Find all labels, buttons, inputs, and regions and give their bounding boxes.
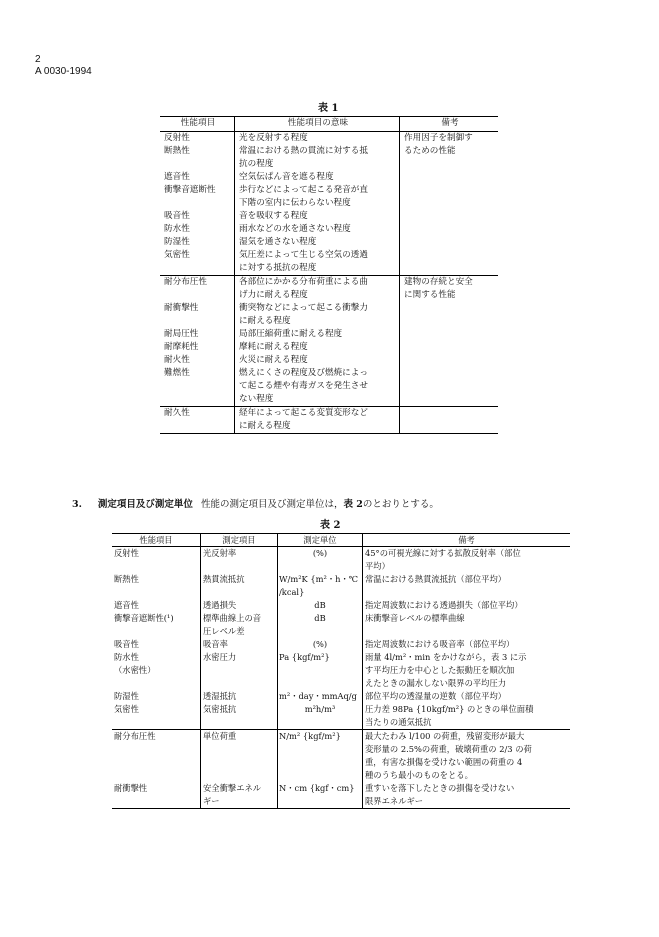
- table-row: [160, 393, 498, 407]
- cell-note: [363, 586, 571, 599]
- cell-measure: 圧レベル差: [201, 625, 278, 638]
- cell-item: 耐分布圧性: [160, 276, 235, 290]
- table1-caption: 表 1: [318, 103, 339, 114]
- cell-note: 最大たわみ l/100 の荷重，残留変形が最大: [363, 730, 571, 744]
- table-row: [112, 769, 570, 782]
- table-row: [112, 756, 570, 769]
- cell-note: 指定周波数における透過損失（部位平均）: [365, 600, 523, 610]
- cell-note: [400, 354, 499, 367]
- cell-item: （水密性）: [112, 664, 201, 677]
- cell-item: 気密性: [160, 249, 235, 262]
- table-row: [160, 315, 498, 328]
- table-row: [160, 132, 498, 146]
- cell-note: 圧力差 98Pa {10kgf/m²} のときの単位面積: [365, 704, 534, 714]
- table2-caption: 表 2: [320, 520, 341, 531]
- standard-code: A 0030-1994: [35, 66, 92, 77]
- table-row: [160, 276, 498, 290]
- cell-unit: Pa {kgf/m²}: [278, 651, 363, 664]
- cell-item: [160, 315, 235, 328]
- cell-note: [363, 625, 571, 638]
- cell-item: 吸音性: [112, 638, 201, 651]
- cell-item: 遮音性: [160, 171, 235, 184]
- cell-item: 防水性: [112, 651, 201, 664]
- cell-measure: [201, 769, 278, 782]
- cell-unit: (%): [278, 638, 363, 651]
- table-row: [112, 651, 570, 664]
- table-row: [160, 184, 498, 197]
- table-row: [112, 743, 570, 756]
- cell-meaning: に耐える程度: [235, 315, 400, 328]
- cell-unit: N・cm {kgf・cm}: [278, 782, 363, 795]
- cell-meaning: 音を吸収する程度: [235, 210, 400, 223]
- table-row: [160, 354, 498, 367]
- cell-measure: [201, 560, 278, 573]
- cell-unit: [278, 756, 363, 769]
- cell-meaning: 各部位にかかる分布荷重による曲: [235, 276, 400, 290]
- cell-item: 気密性: [112, 703, 201, 716]
- cell-note: に関する性能: [404, 290, 456, 300]
- cell-note: 重，有害な損傷を受けない範囲の荷重の 4: [365, 757, 523, 767]
- cell-item: [160, 393, 235, 407]
- cell-meaning: 気圧差によって生じる空気の透過: [235, 249, 400, 262]
- cell-note: [400, 367, 499, 380]
- cell-note: [400, 171, 499, 184]
- table-row: [112, 716, 570, 730]
- cell-unit: [278, 664, 363, 677]
- cell-note: 限界エネルギー: [365, 796, 424, 806]
- cell-unit: (%): [278, 547, 363, 561]
- section-title: 測定項目及び測定単位: [97, 499, 193, 510]
- cell-unit: [278, 677, 363, 690]
- table-header-row: [112, 534, 570, 547]
- cell-measure: 水密圧力: [201, 651, 278, 664]
- cell-item: [112, 677, 201, 690]
- cell-unit: [278, 795, 363, 809]
- cell-item: 吸音性: [160, 210, 235, 223]
- cell-item: [112, 625, 201, 638]
- table-row: [112, 782, 570, 795]
- table-row: [112, 703, 570, 716]
- cell-note: 当たりの通気抵抗: [365, 717, 432, 727]
- table-row: [112, 638, 570, 651]
- cell-note: 建物の存続と安全: [400, 276, 499, 290]
- table-row: [112, 612, 570, 625]
- cell-measure: [201, 716, 278, 730]
- section-text-end: のとおりとする。: [362, 499, 439, 510]
- table-row: [112, 677, 570, 690]
- cell-item: [160, 289, 235, 302]
- table-row: [160, 197, 498, 210]
- table-row: [160, 328, 498, 341]
- section-table-ref: 表 2: [343, 499, 363, 510]
- cell-note: 常温における熱貫流抵抗（部位平均）: [365, 574, 507, 584]
- cell-note: [400, 210, 499, 223]
- table-row: [160, 223, 498, 236]
- column-header: 性能項目: [112, 534, 201, 547]
- cell-meaning: 局部圧縮荷重に耐える程度: [235, 328, 400, 341]
- cell-unit: /kcal}: [278, 586, 363, 599]
- cell-item: [112, 769, 201, 782]
- column-header: 備考: [363, 534, 571, 547]
- cell-item: [112, 795, 201, 809]
- cell-unit: W/m²K {m²・h・℃: [278, 573, 363, 586]
- cell-measure: [201, 756, 278, 769]
- table-row: [112, 664, 570, 677]
- cell-measure: ギー: [201, 795, 278, 809]
- table-2-body: [112, 547, 570, 809]
- column-header: 性能項目: [160, 117, 235, 132]
- cell-item: 遮音性: [112, 599, 201, 612]
- cell-unit: dB: [278, 612, 363, 625]
- cell-item: 防水性: [160, 223, 235, 236]
- table-header-row: [160, 117, 498, 132]
- table-row: [160, 210, 498, 223]
- cell-item: 断熱性: [160, 145, 235, 158]
- cell-note: [400, 262, 499, 276]
- cell-note: 部位平均の透湿量の逆数（部位平均）: [365, 691, 507, 701]
- cell-measure: 吸音率: [201, 638, 278, 651]
- cell-meaning: に対する抵抗の程度: [235, 262, 400, 276]
- cell-note: [400, 223, 499, 236]
- cell-item: 難燃性: [160, 367, 235, 380]
- cell-note: 床衝撃音レベルの標準曲線: [365, 613, 465, 623]
- cell-item: 反射性: [160, 132, 235, 146]
- cell-item: [112, 586, 201, 599]
- cell-item: 防湿性: [112, 690, 201, 703]
- cell-note: [400, 407, 499, 421]
- cell-meaning: 衝突物などによって起こる衝撃力: [235, 302, 400, 315]
- cell-unit: N/m² {kgf/m²}: [278, 730, 363, 744]
- cell-note: 雨量 4l/m²・min をかけながら，表 3 に示: [365, 652, 527, 662]
- cell-meaning: 下階の室内に伝わらない程度: [235, 197, 400, 210]
- cell-unit: [278, 743, 363, 756]
- table-row: [160, 236, 498, 249]
- cell-item: [160, 197, 235, 210]
- cell-note: [400, 158, 499, 171]
- cell-item: 耐衝撃性: [112, 782, 201, 795]
- cell-item: 耐久性: [160, 407, 235, 421]
- cell-meaning: に耐える程度: [235, 420, 400, 434]
- cell-measure: 熱貫流抵抗: [201, 573, 278, 586]
- cell-unit: [278, 625, 363, 638]
- cell-meaning: 雨水などの水を通さない程度: [235, 223, 400, 236]
- table-row: [112, 586, 570, 599]
- table-1: [160, 116, 498, 434]
- cell-item: [160, 262, 235, 276]
- cell-measure: [201, 743, 278, 756]
- cell-note: 種のうち最小のものをとる。: [365, 770, 473, 780]
- cell-meaning: 光を反射する程度: [235, 132, 400, 146]
- cell-note: 平均）: [365, 561, 390, 571]
- cell-item: 防湿性: [160, 236, 235, 249]
- cell-note: 45°の可視光線に対する拡散反射率（部位: [365, 548, 521, 558]
- cell-unit: m²h/m³: [278, 703, 363, 716]
- section-number: 3.: [72, 499, 82, 510]
- cell-note: [400, 236, 499, 249]
- cell-measure: 単位荷重: [201, 730, 278, 744]
- cell-measure: [201, 677, 278, 690]
- table-row: [112, 730, 570, 744]
- cell-measure: 標準曲線上の音: [201, 612, 278, 625]
- cell-note: 指定周波数における吸音率（部位平均）: [365, 639, 515, 649]
- cell-item: 耐局圧性: [160, 328, 235, 341]
- cell-item: 耐分布圧性: [112, 730, 201, 744]
- cell-unit: dB: [278, 599, 363, 612]
- cell-note: 作用因子を制御す: [404, 133, 473, 143]
- cell-measure: 透湿抵抗: [201, 690, 278, 703]
- cell-meaning: げ力に耐える程度: [235, 289, 400, 302]
- column-header: 備考: [400, 117, 499, 132]
- cell-note: 重すいを落下したときの損傷を受けない: [365, 783, 515, 793]
- column-header: 測定項目: [201, 534, 278, 547]
- cell-unit: m²・day・mmAq/g: [278, 690, 363, 703]
- cell-item: [112, 716, 201, 730]
- cell-item: [160, 420, 235, 434]
- cell-note: [400, 184, 499, 197]
- cell-note: [400, 341, 499, 354]
- table-row: [160, 420, 498, 434]
- table-row: [160, 302, 498, 315]
- cell-note: [400, 393, 499, 407]
- cell-note: るための性能: [404, 146, 456, 156]
- cell-note: [400, 197, 499, 210]
- cell-note: 変形量の 2.5%の荷重，破壊荷重の 2/3 の荷: [365, 744, 532, 754]
- cell-meaning: 摩耗に耐える程度: [235, 341, 400, 354]
- column-header: 測定単位: [278, 534, 363, 547]
- cell-measure: [201, 664, 278, 677]
- cell-measure: 安全衝撃エネル: [201, 782, 278, 795]
- cell-measure: 透過損失: [201, 599, 278, 612]
- cell-note: [400, 249, 499, 262]
- cell-note: [400, 328, 499, 341]
- cell-measure: [201, 586, 278, 599]
- table-1-body: [160, 132, 498, 434]
- table-row: [160, 367, 498, 380]
- table-row: [160, 407, 498, 421]
- cell-item: 反射性: [112, 547, 201, 561]
- table-row: [160, 341, 498, 354]
- table-row: [112, 560, 570, 573]
- cell-item: 耐摩耗性: [160, 341, 235, 354]
- cell-item: 耐火性: [160, 354, 235, 367]
- cell-item: 衝撃音遮断性(¹): [112, 612, 201, 625]
- column-header: 性能項目の意味: [235, 117, 400, 132]
- cell-meaning: 湿気を通さない程度: [235, 236, 400, 249]
- cell-item: 断熱性: [112, 573, 201, 586]
- cell-meaning: 常温における熱の貫流に対する抵: [235, 145, 400, 158]
- cell-note: えたときの漏水しない限界の平均圧力: [365, 678, 507, 688]
- table-row: [160, 380, 498, 393]
- page-number: 2: [35, 54, 41, 65]
- table-row: [112, 573, 570, 586]
- cell-meaning: 燃えにくさの程度及び燃焼によっ: [235, 367, 400, 380]
- table-row: [112, 690, 570, 703]
- cell-meaning: 火災に耐える程度: [235, 354, 400, 367]
- cell-meaning: ない程度: [235, 393, 400, 407]
- table-row: [112, 625, 570, 638]
- cell-item: [112, 743, 201, 756]
- cell-note: す平均圧力を中心とした振動圧を順次加: [365, 665, 515, 675]
- cell-note: [400, 315, 499, 328]
- table-row: [160, 145, 498, 158]
- table-row: [112, 547, 570, 561]
- cell-item: [160, 158, 235, 171]
- cell-item: [112, 560, 201, 573]
- cell-unit: [278, 560, 363, 573]
- cell-unit: [278, 716, 363, 730]
- cell-item: [160, 380, 235, 393]
- section-text: 性能の測定項目及び測定単位は，: [200, 499, 344, 510]
- table-row: [160, 262, 498, 276]
- cell-meaning: 空気伝ぱん音を遮る程度: [235, 171, 400, 184]
- cell-note: [400, 420, 499, 434]
- cell-meaning: 経年によって起こる変質変形など: [235, 407, 400, 421]
- cell-item: [112, 756, 201, 769]
- table-row: [112, 795, 570, 809]
- cell-measure: 光反射率: [201, 547, 278, 561]
- cell-item: 衝撃音遮断性: [160, 184, 235, 197]
- table-row: [160, 249, 498, 262]
- table-2: [112, 533, 570, 809]
- table-row: [112, 599, 570, 612]
- table-row: [160, 289, 498, 302]
- table-row: [160, 158, 498, 171]
- cell-unit: [278, 769, 363, 782]
- cell-meaning: 抗の程度: [235, 158, 400, 171]
- table-row: [160, 171, 498, 184]
- cell-measure: 気密抵抗: [201, 703, 278, 716]
- cell-note: [400, 302, 499, 315]
- cell-item: 耐衝撃性: [160, 302, 235, 315]
- section-3-line: [72, 496, 439, 510]
- cell-meaning: て起こる煙や有毒ガスを発生させ: [235, 380, 400, 393]
- cell-note: [400, 380, 499, 393]
- cell-meaning: 歩行などによって起こる発音が直: [235, 184, 400, 197]
